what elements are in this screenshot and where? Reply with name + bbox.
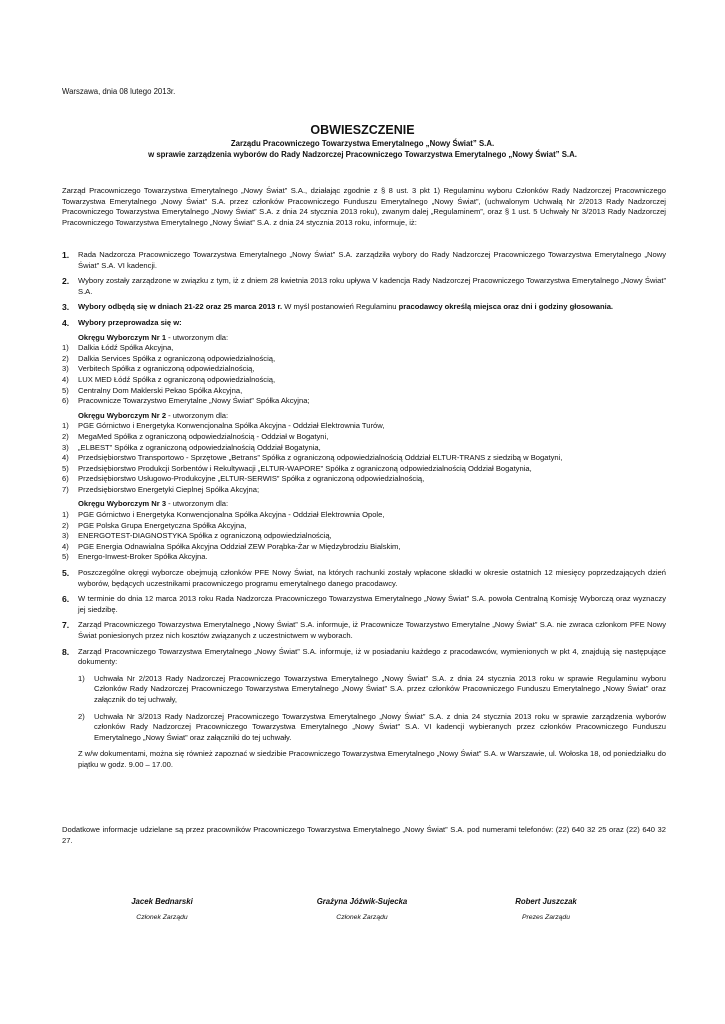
- member-name: Dalkia Łódź Spółka Akcyjna,: [78, 343, 174, 353]
- member-number: 1): [62, 343, 69, 353]
- member-name: Przedsiębiorstwo Produkcji Sorbentów i Rekultywacji „ELTUR-WAPORE” Spółka z ograniczoną odpowiedzialnością Oddział Bogatynia,: [78, 463, 532, 473]
- document-item-2: [78, 712, 666, 744]
- member-name: Przedsiębiorstwo Usługowo-Produkcyjne „ELTUR-SERWIS” Spółka z ograniczoną odpowiedzialnością,: [78, 474, 425, 484]
- item-number: 8.: [62, 646, 70, 657]
- district-name: Okręgu Wyborczym Nr 1: [78, 332, 167, 342]
- member-name: Przedsiębiorstwo Transportowo - Sprzętowe „Betrans” Spółka z ograniczoną odpowiedzialnością Oddział ELTUR-TRANS z siedzibą w Bogatyni,: [78, 453, 563, 463]
- list-item: [62, 443, 666, 454]
- document-title: OBWIESZCZENIE: [310, 123, 415, 137]
- item-text: Rada Nadzorcza Pracowniczego Towarzystwa Emerytalnego „Nowy Świat” S.A. zarządziła wybory do Rady Nadzorczej Pracowniczego Towarzystwa Emerytalnego „Nowy Świat” S.A. VI kadencji.: [78, 250, 666, 270]
- signatory-role: Członek Zarządu: [136, 913, 188, 921]
- list-item: [62, 521, 666, 532]
- list-item: [62, 552, 666, 563]
- member-number: 2): [62, 520, 69, 530]
- member-number: 6): [62, 396, 69, 406]
- district-heading: [78, 333, 666, 344]
- member-name: „ELBEST” Spółka z ograniczoną odpowiedzialnością Oddział Bogatynia,: [78, 442, 321, 452]
- list-item: [62, 474, 666, 485]
- list-item: [62, 364, 666, 375]
- document-text: Uchwała Nr 2/2013 Rady Nadzorczej Pracowniczego Towarzystwa Emerytalnego „Nowy Świat” S.A. z dnia 24 stycznia 2013 roku w sprawie Regulaminu wyboru Członków Rady Nadzorczej Pracowniczego Towarzystwa Emerytalnego „Nowy Świat” S.A. przez członków Pracowniczego Funduszu Emerytalnego „Nowy Świat” oraz załącznik do tej uchwały,: [94, 673, 666, 704]
- member-number: 5): [62, 552, 69, 562]
- member-name: Przedsiębiorstwo Energetyki Cieplnej Spółka Akcyjna;: [78, 484, 260, 494]
- item-number: 3.: [62, 302, 70, 313]
- district-heading: [78, 411, 666, 422]
- list-item-6: [62, 594, 666, 615]
- list-item: [62, 432, 666, 443]
- signatory-name: Jacek Bednarski: [131, 897, 193, 906]
- member-number: 3): [62, 364, 69, 374]
- member-number: 2): [62, 353, 69, 363]
- district-name: Okręgu Wyborczym Nr 3: [78, 499, 167, 509]
- district-3-members: [62, 510, 666, 563]
- signature-1: [62, 897, 262, 923]
- subtitle-line-1: Zarządu Pracowniczego Towarzystwa Emerytalnego „Nowy Świat” S.A.: [230, 139, 495, 148]
- member-name: Centralny Dom Maklerski Pekao Spółka Akcyjna,: [78, 385, 243, 395]
- list-item: [62, 485, 666, 496]
- district-1-members: [62, 343, 666, 407]
- signatory-role: Prezes Zarządu: [522, 913, 570, 921]
- item-text: W terminie do dnia 12 marca 2013 roku Rada Nadzorcza Pracowniczego Towarzystwa Emerytalnego „Nowy Świat” S.A. powoła Centralną Komisję Wyborczą oraz wyznaczy jej siedzibę.: [78, 594, 666, 614]
- item-number: 4.: [62, 317, 70, 328]
- item-text: Wybory przeprowadza się w:: [78, 317, 182, 327]
- list-item-3: [62, 302, 666, 313]
- extra-info: Dodatkowe informacje udzielane są przez pracowników Pracowniczego Towarzystwa Emerytalnego „Nowy Świat” S.A. pod numerami telefonów: (22) 640 32 25 oraz (22) 640 32 27.: [62, 825, 666, 845]
- member-name: MegaMed Spółka z ograniczoną odpowiedzialnością - Oddział w Bogatyni,: [78, 431, 329, 441]
- member-name: Energo-Inwest-Broker Spółka Akcyjna.: [78, 552, 208, 562]
- member-number: 4): [62, 374, 69, 384]
- list-item-2: [62, 276, 666, 297]
- member-name: PGE Górnictwo i Energetyka Konwencjonalna Spółka Akcyjna - Oddział Elektrownia Opole,: [78, 510, 385, 520]
- signatory-role: Członek Zarządu: [336, 913, 388, 921]
- member-number: 2): [62, 431, 69, 441]
- member-number: 6): [62, 474, 69, 484]
- member-name: PGE Górnictwo i Energetyka Konwencjonalna Spółka Akcyjna - Oddział Elektrownia Turów,: [78, 421, 385, 431]
- member-number: 3): [62, 442, 69, 452]
- list-item: [62, 421, 666, 432]
- list-item: [62, 542, 666, 553]
- member-name: Pracownicze Towarzystwo Emerytalne „Nowy Świat” Spółka Akcyjna;: [78, 396, 310, 406]
- signature-2: [262, 897, 462, 923]
- member-number: 4): [62, 453, 69, 463]
- member-number: 4): [62, 541, 69, 551]
- list-item: [62, 510, 666, 521]
- numbered-list: [62, 250, 666, 776]
- item-text: Poszczególne okręgi wyborcze obejmują członków PFE Nowy Świat, na których rachunki zostały wpłacone składki w okresie ostatnich 12 miesięcy poprzedzających dzień wyborów, będących uczestnikami pracowniczego programu emerytalnego danego pracodawcy.: [78, 568, 666, 588]
- list-item: [62, 396, 666, 407]
- list-item-5: [62, 568, 666, 589]
- list-item: [62, 464, 666, 475]
- signature-3: [446, 897, 646, 923]
- district-suffix: - utworzonym dla:: [166, 499, 229, 509]
- item-text: Zarząd Pracowniczego Towarzystwa Emerytalnego „Nowy Świat” S.A. informuje, iż Pracownicze Towarzystwo Emerytalne „Nowy Świat” S.A. nie zwraca członkom PFE Nowy Świat poniesionych przez nich kosztów związanych z uczestnictwem w wyborach.: [78, 620, 666, 640]
- member-number: 5): [62, 463, 69, 473]
- list-item: [62, 531, 666, 542]
- document-date: Warszawa, dnia 08 lutego 2013r.: [62, 87, 176, 96]
- member-number: 5): [62, 385, 69, 395]
- member-number: 1): [62, 510, 69, 520]
- employer-duty: pracodawcy określą miejsca oraz dni i godziny głosowania.: [398, 302, 614, 312]
- subtitle-line-2: w sprawie zarządzenia wyborów do Rady Nadzorczej Pracowniczego Towarzystwa Emerytalnego „Nowy Świat” S.A.: [148, 149, 577, 159]
- list-item: [62, 354, 666, 365]
- district-name: Okręgu Wyborczym Nr 2: [78, 410, 167, 420]
- document-number: 2): [78, 711, 85, 721]
- document-subtitle: [0, 139, 725, 160]
- member-name: PGE Energia Odnawialna Spółka Akcyjna Oddział ZEW Porąbka-Żar w Międzybrodziu Bialskim,: [78, 541, 401, 551]
- list-item-7: [62, 620, 666, 641]
- item-text: Zarząd Pracowniczego Towarzystwa Emerytalnego „Nowy Świat” S.A. informuje, iż w posiadaniu każdego z pracodawców, wymienionych w pkt 4, znajdują się następujące dokumenty:: [78, 646, 666, 667]
- list-item-1: [62, 250, 666, 271]
- member-name: LUX MED Łódź Spółka z ograniczoną odpowiedzialnością,: [78, 374, 276, 384]
- member-name: ENERGOTEST-DIAGNOSTYKA Spółka z ograniczoną odpowiedzialnością,: [78, 531, 332, 541]
- member-name: Dalkia Services Spółka z ograniczoną odpowiedzialnością,: [78, 353, 276, 363]
- signatory-name: Robert Juszczak: [515, 897, 577, 906]
- document-number: 1): [78, 673, 85, 683]
- member-number: 7): [62, 484, 69, 494]
- item-number: 6.: [62, 594, 70, 605]
- district-heading: [78, 499, 666, 510]
- district-1: [62, 332, 666, 407]
- list-item-8: [62, 647, 666, 771]
- document-item-1: [78, 674, 666, 706]
- district-suffix: - utworzonym dla:: [166, 332, 229, 342]
- member-name: Verbitech Spółka z ograniczoną odpowiedzialnością,: [78, 364, 255, 374]
- district-2: [62, 410, 666, 496]
- district-3: [62, 499, 666, 563]
- item-text: Wybory zostały zarządzone w związku z tym, iż z dniem 28 kwietnia 2013 roku upływa V kadencja Rady Nadzorczej Pracowniczego Towarzystwa Emerytalnego „Nowy Świat” S.A.: [78, 276, 666, 296]
- list-item: [62, 386, 666, 397]
- item-number: 7.: [62, 620, 70, 631]
- item-number: 2.: [62, 276, 70, 287]
- election-dates: Wybory odbędą się w dniach 21-22 oraz 25 marca 2013 r.: [78, 302, 283, 312]
- district-suffix: - utworzonym dla:: [166, 410, 229, 420]
- list-item-4: [62, 318, 666, 563]
- list-item: [62, 453, 666, 464]
- item-number: 1.: [62, 250, 70, 260]
- item-text: W myśl postanowień Regulaminu: [282, 302, 399, 312]
- item-number: 5.: [62, 568, 70, 579]
- district-2-members: [62, 421, 666, 495]
- list-item: [62, 343, 666, 354]
- document-text: Uchwała Nr 3/2013 Rady Nadzorczej Pracowniczego Towarzystwa Emerytalnego „Nowy Świat” S.A. z dnia 24 stycznia 2013 roku w sprawie zarządzenia wyborów członków Rady Nadzorczej Pracowniczego Towarzystwa Emerytalnego „Nowy Świat” S.A. VI kadencji wybieranych przez członków Pracowniczego Funduszu Emerytalnego „Nowy Świat” oraz załączniki do tej uchwały.: [94, 711, 666, 742]
- intro-paragraph: Zarząd Pracowniczego Towarzystwa Emerytalnego „Nowy Świat” S.A., działając zgodnie z § 8 ust. 3 pkt 1) Regulaminu wyboru Członków Rady Nadzorczej Pracowniczego Towarzystwa Emerytalnego „Nowy Świat” S.A. przez członków Pracowniczego Funduszu Emerytalnego „Nowy Świat”, (uchwalonym Uchwałą Nr 2/2013 Rady Nadzorczej Pracowniczego Towarzystwa Emerytalnego „Nowy Świat” S.A. z dnia 24 stycznia 2013 roku), zwanym dalej „Regulaminem”, oraz § 1 ust. 5 Uchwały Nr 3/2013 Rady Nadzorczej Pracowniczego Towarzystwa Emerytalnego „Nowy Świat” S.A. z dnia 24 stycznia 2013 roku, informuje, iż:: [62, 186, 666, 227]
- signatory-name: Grażyna Jóźwik-Sujecka: [316, 897, 408, 906]
- documents-note: Z w/w dokumentami, można się również zapoznać w siedzibie Pracowniczego Towarzystwa Emerytalnego „Nowy Świat” S.A. w Warszawie, ul. Wołoska 18, od poniedziałku do piątku w godz. 9.00 – 17.00.: [78, 749, 666, 769]
- member-name: PGE Polska Grupa Energetyczna Spółka Akcyjna,: [78, 520, 247, 530]
- member-number: 1): [62, 421, 69, 431]
- list-item: [62, 375, 666, 386]
- member-number: 3): [62, 531, 69, 541]
